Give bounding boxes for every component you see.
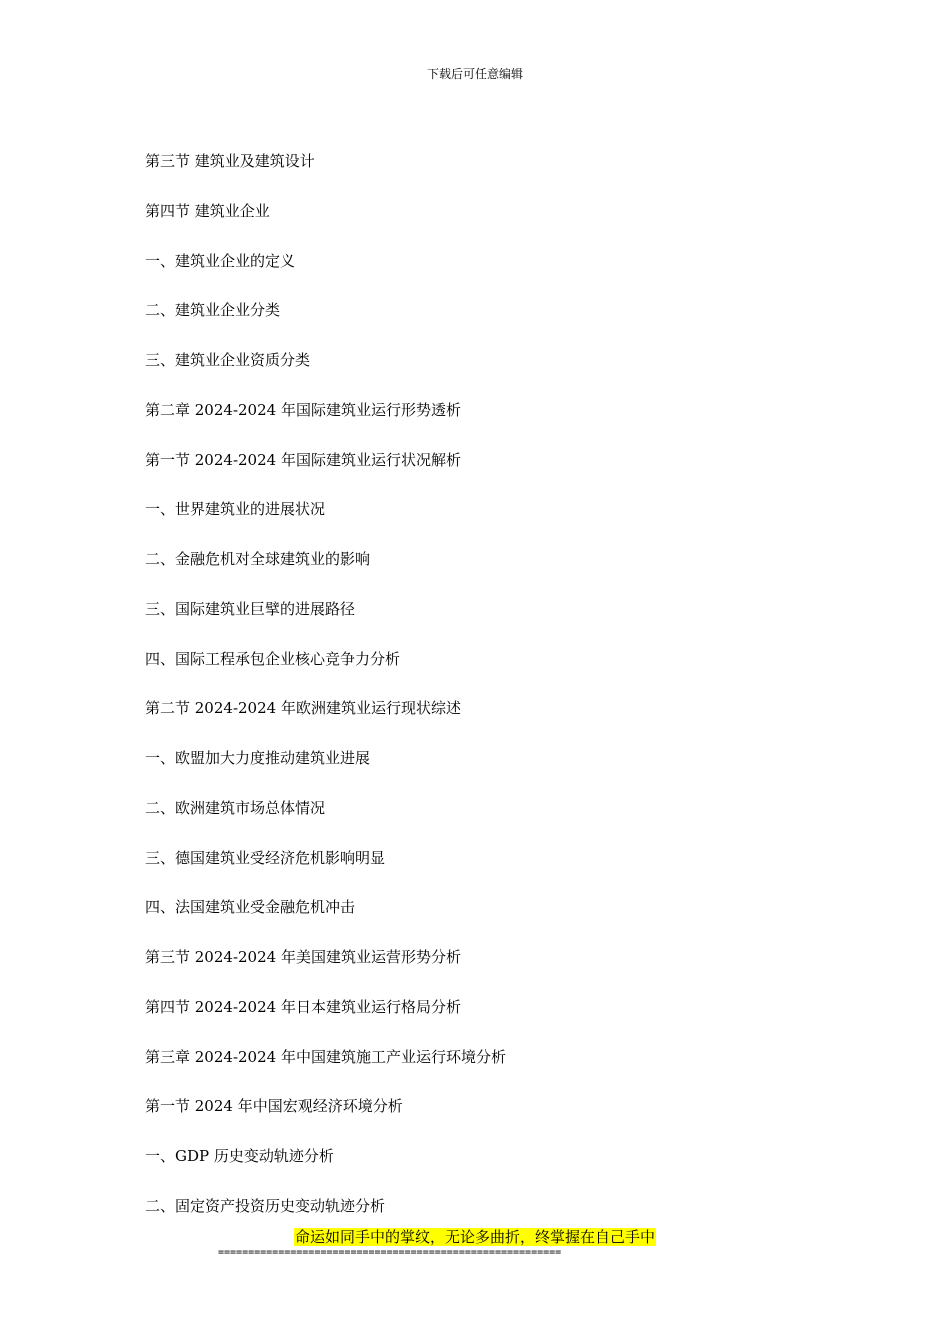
footer-motto-text: 命运如同手中的掌纹，无论多曲折，终掌握在自己手中 — [294, 1228, 655, 1246]
toc-line: 第二章 2024-2024 年国际建筑业运行形势透析 — [145, 400, 461, 419]
toc-line: 三、德国建筑业受经济危机影响明显 — [145, 848, 386, 867]
toc-line: 四、国际工程承包企业核心竞争力分析 — [145, 649, 401, 668]
toc-line: 第二节 2024-2024 年欧洲建筑业运行现状综述 — [145, 699, 461, 718]
footer-divider-rule: ========================================================= — [218, 1247, 562, 1258]
toc-line: 三、国际建筑业巨擘的进展路径 — [145, 599, 356, 618]
toc-line: 一、GDP 历史变动轨迹分析 — [145, 1147, 334, 1165]
toc-line: 第四节 建筑业企业 — [145, 201, 270, 220]
toc-line: 二、固定资产投资历史变动轨迹分析 — [145, 1196, 386, 1215]
toc-line: 一、欧盟加大力度推动建筑业进展 — [145, 749, 371, 767]
toc-line: 第三章 2024-2024 年中国建筑施工产业运行环境分析 — [145, 1047, 506, 1066]
table-of-contents — [145, 150, 506, 1245]
toc-line: 一、世界建筑业的进展状况 — [145, 500, 326, 519]
toc-line: 三、建筑业企业资质分类 — [145, 351, 311, 369]
toc-line: 第三节 2024-2024 年美国建筑业运营形势分析 — [145, 948, 461, 966]
toc-line: 二、金融危机对全球建筑业的影响 — [145, 550, 371, 568]
page-header-note: 下载后可任意编辑 — [426, 67, 523, 81]
toc-line: 第三节 建筑业及建筑设计 — [145, 152, 315, 170]
toc-line: 第一节 2024 年中国宏观经济环境分析 — [145, 1097, 403, 1116]
toc-line: 四、法国建筑业受金融危机冲击 — [145, 898, 356, 917]
toc-line: 第一节 2024-2024 年国际建筑业运行状况解析 — [145, 450, 461, 469]
toc-line: 第四节 2024-2024 年日本建筑业运行格局分析 — [145, 997, 461, 1016]
toc-line: 二、建筑业企业分类 — [145, 301, 281, 320]
toc-line: 二、欧洲建筑市场总体情况 — [145, 798, 326, 817]
footer-motto — [0, 1226, 950, 1248]
toc-line: 一、建筑业企业的定义 — [145, 251, 296, 270]
